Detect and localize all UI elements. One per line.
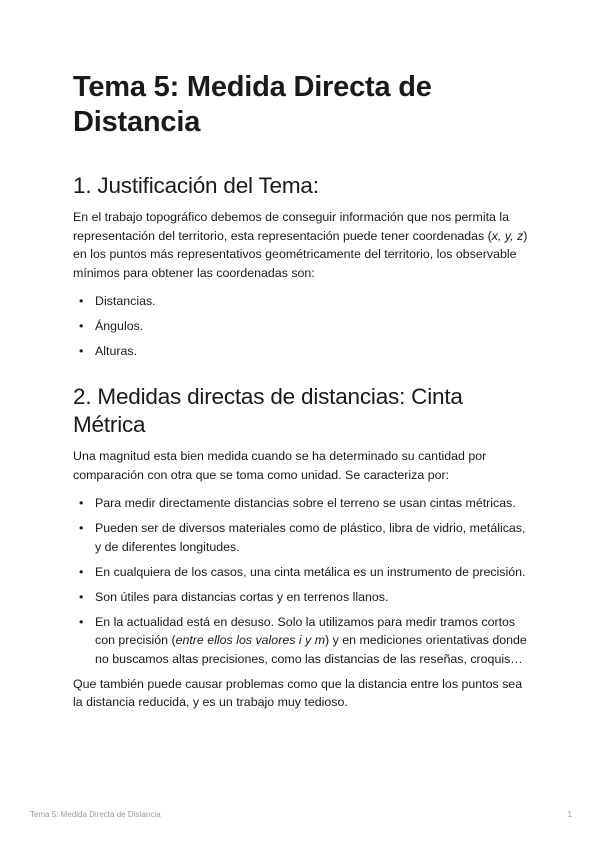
coordinates-italic: x, y, z xyxy=(491,228,524,243)
observables-list xyxy=(73,292,529,361)
section-2-heading: 2. Medidas directas de distancias: Cinta Métrica xyxy=(73,383,463,437)
document-page xyxy=(73,70,529,712)
list-item: • Ángulos. xyxy=(79,319,144,334)
closing-paragraph: Que también puede causar problemas como que la distancia entre los puntos sea la distancia reducida, y es un trabajo muy tedioso. xyxy=(73,676,523,710)
list-item: • Para medir directamente distancias sobre el terreno se usan cintas métricas. xyxy=(79,496,516,511)
section-1-paragraph xyxy=(73,208,529,282)
list-item: • Pueden ser de diversos materiales como de plástico, libra de vidrio, metálicas, y de diferentes longitudes. xyxy=(79,521,526,554)
characteristics-list xyxy=(73,494,529,668)
list-item: • En cualquiera de los casos, una cinta metálica es un instrumento de precisión. xyxy=(79,564,526,579)
footer-title: Tema 5: Medida Directa de Distancia xyxy=(30,810,161,819)
document-title: Tema 5: Medida Directa de Distancia xyxy=(73,71,432,138)
list-item: • Alturas. xyxy=(79,344,138,359)
list-item: • Son útiles para distancias cortas y en terrenos llanos. xyxy=(79,589,389,604)
italic-values: entre ellos los valores i y m xyxy=(175,633,326,648)
section-2-intro: Una magnitud esta bien medida cuando se ha determinado su cantidad por comparación con otra que se toma como unidad. Se caracteriza por: xyxy=(73,448,487,482)
section-1-paragraph-a: En el trabajo topográfico debemos de conseguir información que nos permita la representación del territorio, esta representación puede tener coordenadas ( xyxy=(73,210,509,243)
page-footer xyxy=(30,810,572,819)
page-number: 1 xyxy=(567,810,572,819)
list-item: • En la actualidad está en desuso. Solo la utilizamos para medir tramos cortos con precisión (entre ellos los valores i y m) y en mediciones orientativas donde no buscamos altas precisiones, como las distancias de las reseñas, croquis… xyxy=(79,614,527,666)
list-item: • Distancias. xyxy=(79,294,156,309)
section-1-paragraph-b: ) en los puntos más representativos geométricamente del territorio, los observable mínimos para obtener las coordenadas son: xyxy=(73,228,528,280)
section-1-heading: 1. Justificación del Tema: xyxy=(73,173,319,198)
